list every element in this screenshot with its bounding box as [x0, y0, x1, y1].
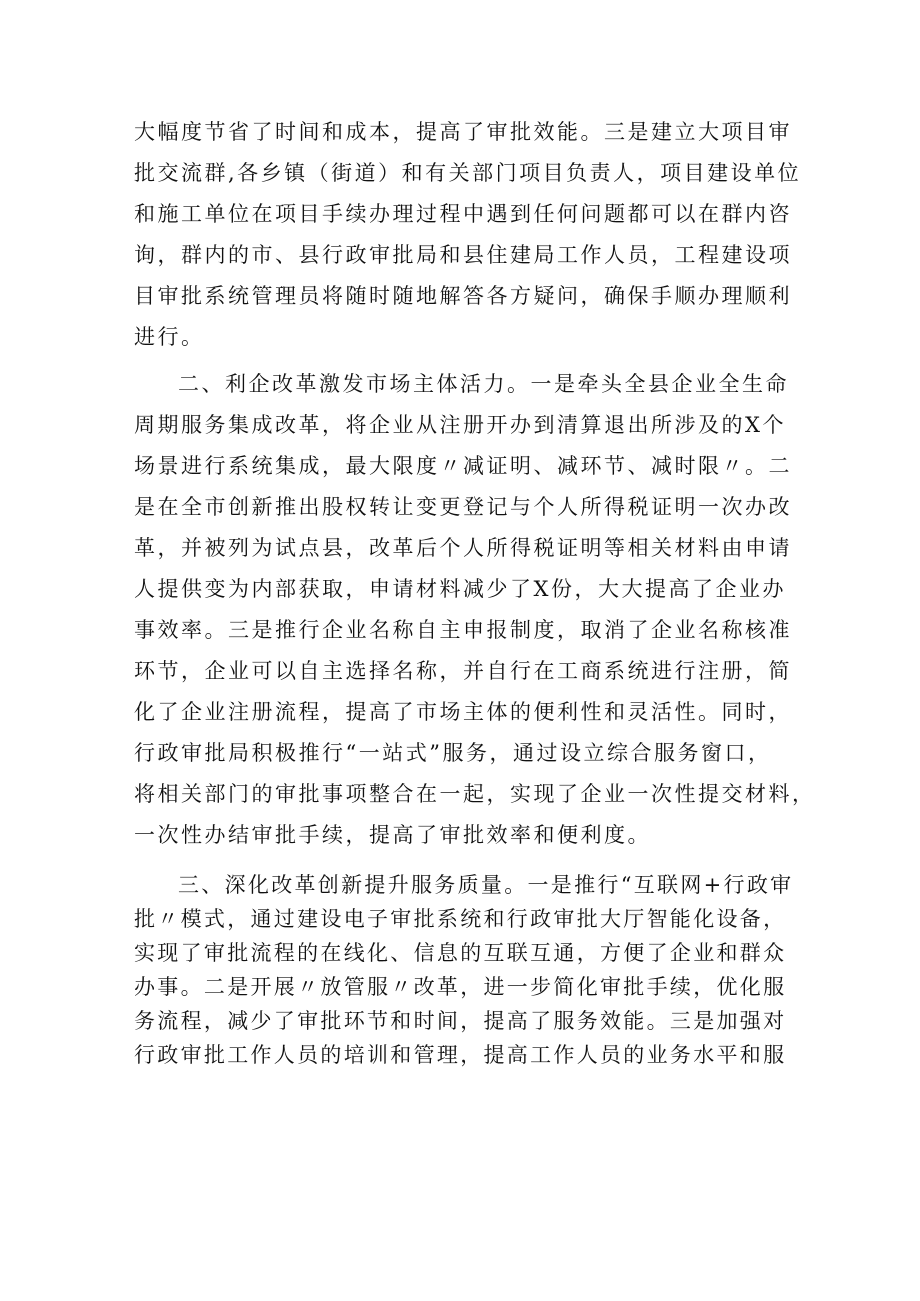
text-line: 人提供变为内部获取，申请材料减少了X份，大大提高了企业办 — [134, 577, 786, 601]
text-line: 批〃模式，通过建设电子审批系统和行政审批大厅智能化设备， — [134, 907, 787, 931]
text-line: 化了企业注册流程，提高了市场主体的便利性和灵活性。同时， — [134, 700, 792, 724]
document-body — [134, 112, 814, 1072]
text-line: 事效率。三是推行企业名称自主申报制度，取消了企业名称核准 — [134, 618, 792, 642]
text-line: 革，并被列为试点县，改革后个人所得税证明等相关材料由申请 — [134, 536, 792, 560]
text-line: 大幅度节省了时间和成本，提高了审批效能。三是建立大项目审 — [134, 120, 792, 144]
text-line: 目审批系统管理员将随时随地解答各方疑问，确保手顺办理顺利 — [134, 284, 792, 308]
text-line: 办事。二是开展〃放管服〃改革，进一步简化审批手续，优化服 — [134, 975, 787, 999]
text-line: 询，群内的市、县行政审批局和县住建局工作人员，工程建设项 — [134, 243, 792, 267]
text-line: 场景进行系统集成，最大限度〃减证明、减环节、减时限〃。二 — [134, 454, 792, 478]
text-line: 行政审批工作人员的培训和管理，提高工作人员的业务水平和服 — [134, 1043, 787, 1067]
text-line: 务流程，减少了审批环节和时间，提高了服务效能。三是加强对 — [134, 1009, 787, 1033]
text-line: 周期服务集成改革，将企业从注册开办到清算退出所涉及的X个 — [134, 413, 786, 437]
paragraph-heading-line: 二、利企改革激发市场主体活力。一是牵头全县企业全生命 — [178, 372, 789, 396]
text-line: 实现了审批流程的在线化、信息的互联互通，方便了企业和群众 — [134, 941, 787, 965]
text-line: 一次性办结审批手续，提高了审批效率和便利度。 — [134, 823, 651, 847]
text-line: 环节，企业可以自主选择名称，并自行在工商系统进行注册，简 — [134, 659, 792, 683]
text-line: 和施工单位在项目手续办理过程中遇到任何问题都可以在群内咨 — [134, 202, 792, 226]
text-line: 将相关部门的审批事项整合在一起，实现了企业一次性提交材料， — [134, 782, 816, 806]
text-line: 行政审批局积极推行“一站式”服务，通过设立综合服务窗口， — [134, 741, 772, 765]
text-line: 是在全市创新推出股权转让变更登记与个人所得税证明一次办改 — [134, 495, 792, 519]
paragraph-heading-line: 三、深化改革创新提升服务质量。一是推行“互联网+行政审 — [178, 873, 794, 897]
paragraph-gap — [134, 856, 814, 868]
text-line: 进行。 — [134, 325, 205, 349]
text-line: 批交流群,各乡镇（街道）和有关部门项目负责人，项目建设单位 — [134, 161, 802, 185]
